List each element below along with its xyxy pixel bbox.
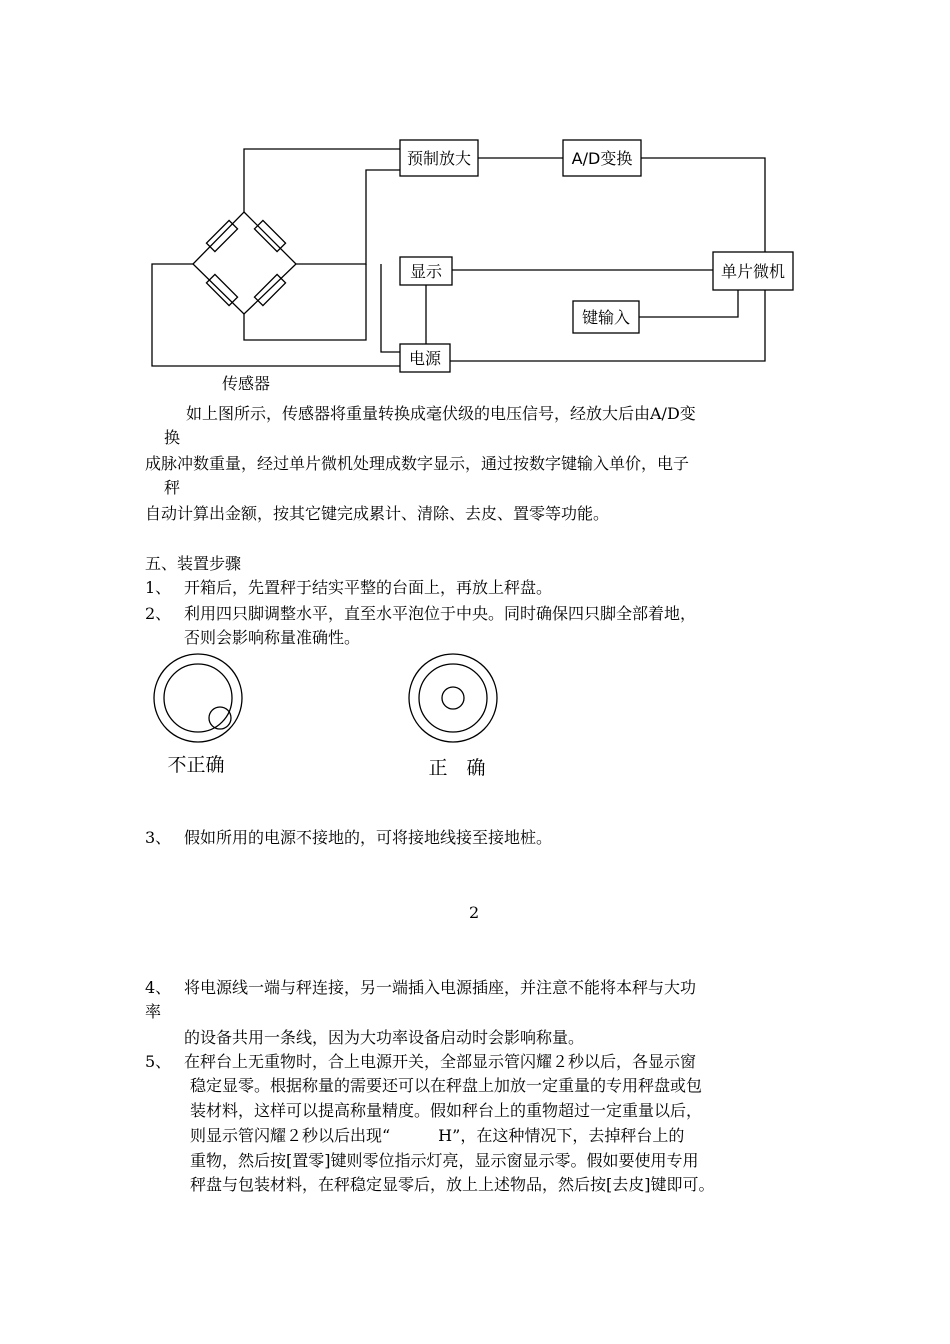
sensor-bridge xyxy=(193,212,296,314)
mcu-label: 单片微机 xyxy=(720,262,786,281)
step1-text: 开箱后，先置秤于结实平整的台面上，再放上秤盘。 xyxy=(184,578,553,597)
step2-line1: 利用四只脚调整水平，直至水平泡位于中央。同时确保四只脚全部着地， xyxy=(184,604,697,623)
step3-text: 假如所用的电源不接地的，可将接地线接至接地桩。 xyxy=(184,828,553,847)
resistor-4 xyxy=(254,274,285,305)
display-label: 显示 xyxy=(409,262,443,281)
level-right-outer xyxy=(409,654,497,742)
step4-line2: 的设备共用一条线，因为大功率设备启动时会影响称量。 xyxy=(184,1028,585,1047)
step2-line2: 否则会影响称量准确性。 xyxy=(184,628,361,647)
level-right-inner xyxy=(419,664,487,732)
step5-number: 5、 xyxy=(145,1052,172,1071)
wire-top-bridge-preamp xyxy=(244,149,400,212)
step5-line2: 稳定显零。根据称量的需要还可以在秤盘上加放一定重量的专用秤盘或包 xyxy=(190,1076,703,1095)
step5-line4: 则显示管闪耀２秒以后出现“ H”，在这种情况下，去掉秤台上的 xyxy=(190,1126,685,1145)
keyboard-label: 键输入 xyxy=(581,308,631,327)
step4-number: 4、 xyxy=(145,978,172,997)
resistor-2 xyxy=(254,220,285,251)
wire-left-loop xyxy=(152,264,400,366)
resistor-3 xyxy=(206,274,237,305)
step4-line1: 将电源线一端与秤连接，另一端插入电源插座，并注意不能将本秤与大功 xyxy=(184,978,697,997)
preamp-label: 预制放大 xyxy=(406,149,472,168)
step3-number: 3、 xyxy=(145,828,172,847)
level-wrong-bubble xyxy=(209,707,231,729)
step5-line6: 秤盘与包装材料，在秤稳定显零后，放上上述物品，然后按[去皮]键即可。 xyxy=(190,1175,715,1194)
adc-label: A/D变换 xyxy=(571,149,633,168)
page-number: 2 xyxy=(469,903,480,922)
step2-number: 2、 xyxy=(145,604,172,623)
description-line1-wrap: 换 xyxy=(164,428,181,447)
level-wrong-inner xyxy=(164,664,232,732)
resistor-1 xyxy=(206,220,237,251)
step5-line5: 重物，然后按[置零]键则零位指示灯亮，显示窗显示零。假如要使用专用 xyxy=(190,1151,699,1170)
description-line2: 成脉冲数重量，经过单片微机处理成数字显示，通过按数字键输入单价，电子 xyxy=(145,454,690,473)
step5-line3: 装材料，这样可以提高称量精度。假如秤台上的重物超过一定重量以后， xyxy=(190,1101,703,1120)
wire-bottom-bridge-power xyxy=(244,264,366,340)
level-wrong-outer xyxy=(154,654,242,742)
level-right-label: 正 确 xyxy=(428,757,486,779)
sensor-label: 传感器 xyxy=(221,374,271,393)
wire-bridge-right-preamp xyxy=(296,170,400,264)
description-line1: 如上图所示，传感器将重量转换成毫伏级的电压信号，经放大后由A/D变 xyxy=(186,404,696,423)
level-right-bubble xyxy=(442,687,464,709)
step1-number: 1、 xyxy=(145,578,172,597)
wire-keyboard-mcu xyxy=(639,290,738,317)
wire-power-feed xyxy=(381,264,400,352)
step4-wrap: 率 xyxy=(145,1002,162,1021)
section-heading: 五、装置步骤 xyxy=(145,554,242,573)
power-label: 电源 xyxy=(408,349,442,368)
wire-adc-mcu xyxy=(641,158,765,252)
description-line3: 自动计算出金额，按其它键完成累计、清除、去皮、置零等功能。 xyxy=(145,504,610,523)
level-wrong-label: 不正确 xyxy=(167,754,225,776)
description-line2-wrap: 秤 xyxy=(164,478,181,497)
step5-line1: 在秤台上无重物时，合上电源开关，全部显示管闪耀２秒以后，各显示窗 xyxy=(184,1052,697,1071)
